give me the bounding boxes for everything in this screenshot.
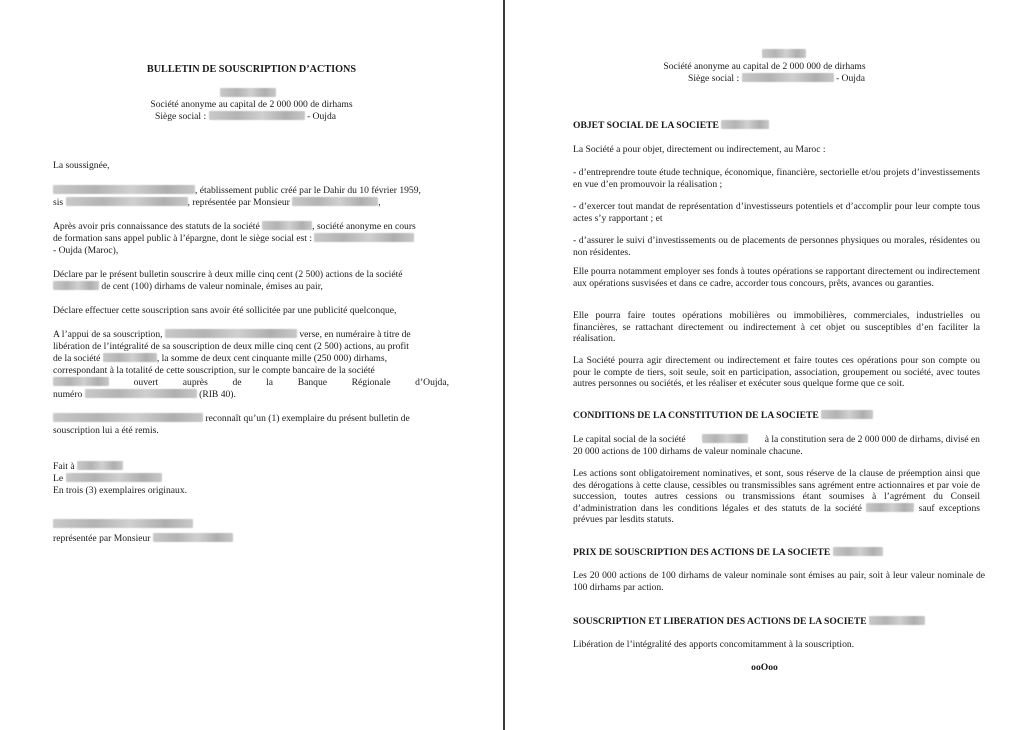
objet-intro: La Société a pour objet, directement ou indirectement, au Maroc :: [573, 144, 826, 155]
redacted-company: [262, 221, 312, 230]
redacted-signatory: [53, 519, 193, 528]
redacted-representative: [292, 197, 378, 206]
declare-publicite: Déclare effectuer cette souscription sans avoir été sollicitée par une publicité quelconque,: [53, 305, 397, 316]
heading-objet-social: OBJET SOCIAL DE LA SOCIETE: [573, 120, 769, 132]
statuts-line-1: Après avoir pris connaissance des statuts de la société , société anonyme en cours: [53, 221, 416, 232]
date-le: Le: [53, 473, 162, 485]
declare-line-2: de cent (100) dirhams de valeur nominale, émises au pair,: [53, 281, 323, 293]
redacted-account-number: [85, 389, 197, 398]
appui-line-2: libération de l’intégralité de sa souscription de deux mille cinq cent (2 500) actions, au profit: [53, 341, 409, 352]
document-title: BULLETIN DE SOUSCRIPTION D’ACTIONS: [146, 64, 357, 75]
siege-social-line: Siège social : - Oujda: [155, 111, 337, 122]
redacted-subscriber-address: [66, 197, 188, 206]
redacted-company: [821, 410, 873, 419]
objet-item-1: - d’entreprendre toute étude technique, économique, financière, sectorielle et/ou projets d’investissements en vue d’en promouvoir la réalisation ;: [573, 167, 980, 190]
exemplaires: En trois (3) exemplaires originaux.: [53, 485, 188, 496]
company-capital-line: Société anonyme au capital de 2 000 000 de dirhams: [663, 61, 866, 72]
siege-social-line: Siège social : - Oujda: [688, 73, 866, 84]
subscriber-line-2: sis , représentée par Monsieur ,: [53, 197, 381, 208]
redacted-representative: [153, 533, 233, 542]
redacted-company: [53, 377, 109, 386]
redacted-subscriber: [165, 329, 297, 338]
statuts-line-3: - Oujda (Maroc),: [53, 245, 119, 256]
redacted-place: [77, 461, 123, 470]
company-capital-line: Société anonyme au capital de 2 000 000 de dirhams: [150, 99, 353, 110]
end-mark: ooOoo: [751, 662, 778, 673]
heading-conditions: CONDITIONS DE LA CONSTITUTION DE LA SOCIETE: [573, 410, 873, 422]
redacted-company: [53, 281, 99, 290]
appui-line-5: ouvert auprès de la Banque Régionale d’Oujda,: [53, 377, 449, 389]
redacted-company: [103, 353, 157, 362]
appui-line-1: A l’appui de sa souscription, verse, en numéraire à titre de: [53, 329, 411, 340]
statuts-line-2: de formation sans appel public à l’épargne, dont le siège social est :: [53, 233, 414, 245]
appui-line-4: correspondant à la totalité de cette souscription, sur le compte bancaire de la société: [53, 365, 375, 376]
objet-item-5: Elle pourra faire toutes opérations mobilières ou immobilières, commerciales, industrielles ou financières, se rattachant directement ou indirectement à cet objet ou susceptibles d’en faciliter la réalisation.: [573, 310, 980, 345]
reconnait-line-1: reconnaît qu’un (1) exemplaire du présent bulletin de: [53, 413, 410, 425]
soussignee: La soussignée,: [53, 160, 110, 171]
redacted-company: [702, 434, 748, 443]
heading-prix: PRIX DE SOUSCRIPTION DES ACTIONS DE LA SOCIETE: [573, 547, 883, 559]
redacted-company: [721, 120, 769, 129]
redacted-company: [833, 547, 883, 556]
right-page: [505, 0, 1024, 730]
redacted-siege: [314, 233, 414, 242]
objet-item-2: - d’exercer tout mandat de représentation d’investisseurs potentiels et d’accomplir pour leur compte tous actes s’y rapportant ; et: [573, 201, 980, 224]
redacted-company-name: [762, 49, 806, 58]
prix-text: Les 20 000 actions de 100 dirhams de valeur nominale sont émises au pair, soit à leur valeur nominale de 100 dirhams par action.: [573, 570, 985, 593]
redacted-address: [209, 111, 305, 120]
appui-line-6: numéro (RIB 40).: [53, 389, 236, 400]
declare-line-1: Déclare par le présent bulletin souscrire à deux mille cinq cent (2 500) actions de la société: [53, 269, 403, 280]
left-page: [0, 0, 503, 730]
objet-item-6: La Société pourra agir directement ou indirectement et faire toutes ces opérations pour son compte ou pour le compte de tiers, soit seule, soit en participation, association, groupement ou société, avec toutes autres personnes ou sociétés, et les réaliser et exécuter sous quelque forme que ce soit.: [573, 355, 980, 390]
conditions-line-1: Le capital social de la société à la constitution sera de 2 000 000 de dirhams, divisé en: [573, 434, 980, 445]
appui-line-3: de la société , la somme de deux cent cinquante mille (250 000) dirhams,: [53, 353, 388, 364]
redacted-subscriber: [53, 413, 203, 422]
conditions-actions: Les actions sont obligatoirement nominatives, et sont, sous réserve de la clause de préemption ainsi que des dérogations à cette clause, cessibles ou transmissibles sans agrément entre actionnaires et par voie de succession, toutes autres cessions ou transmissions étant soumises à l’agrément du Conseil d’administration dans les conditions légales et des statuts de la société sauf exceptions prévues par lesdits statuts.: [573, 468, 980, 526]
liberation-text: Libération de l’intégralité des apports concomitamment à la souscription.: [573, 639, 855, 650]
reconnait-line-2: souscription lui a été remis.: [53, 425, 159, 436]
redacted-address: [742, 73, 834, 82]
heading-souscription: SOUSCRIPTION ET LIBERATION DES ACTIONS DE LA SOCIETE: [573, 616, 925, 628]
redacted-date: [66, 473, 162, 482]
subscriber-line-1: , établissement public créé par le Dahir du 10 février 1959,: [53, 185, 421, 197]
redacted-company: [869, 616, 925, 625]
redacted-company: [866, 503, 914, 512]
conditions-line-2: 20 000 actions de 100 dirhams de valeur nominale chacune.: [573, 446, 803, 457]
objet-item-3: - d’assurer le suivi d’investissements ou de placements de personnes physiques ou morales, résidentes ou non résidentes.: [573, 235, 980, 258]
fait-a: Fait à: [53, 461, 123, 473]
redacted-company-name: [220, 88, 276, 97]
objet-item-4: Elle pourra notamment employer ses fonds à toutes opérations se rapportant directement ou indirectement aux opérations susvisées et dans ce cadre, accorder tous concours, prêts, avances ou garanties.: [573, 266, 980, 289]
redacted-subscriber: [53, 185, 195, 194]
signature-representative: représentée par Monsieur: [53, 533, 233, 545]
